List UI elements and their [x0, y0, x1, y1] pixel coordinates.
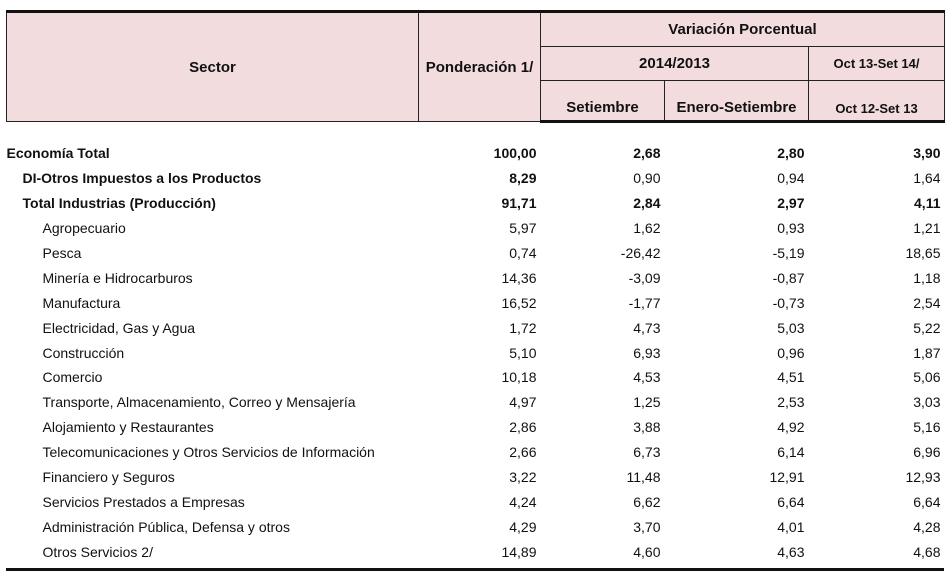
cell-setiembre: 2,84 — [633, 195, 661, 212]
header-ponderacion: Ponderación 1/ — [419, 12, 541, 122]
cell-setiembre: 1,25 — [633, 394, 661, 411]
sector-variation-table — [6, 10, 945, 564]
cell-ponderacion: 5,10 — [509, 344, 537, 361]
cell-enero-setiembre: -5,19 — [772, 245, 805, 261]
table-row — [7, 166, 945, 191]
cell-enero-setiembre: 2,53 — [777, 394, 805, 411]
cell-sector: Otros Servicios 2/ — [42, 543, 153, 560]
cell-ponderacion: 8,29 — [509, 170, 537, 187]
cell-sector: Comercio — [42, 369, 103, 386]
cell-enero-setiembre: -0,73 — [772, 294, 805, 311]
table-row — [7, 539, 945, 564]
table-row — [7, 290, 945, 315]
table-row — [7, 315, 945, 340]
cell-anual: 1,64 — [913, 170, 941, 187]
cell-setiembre: 3,70 — [633, 518, 661, 535]
cell-enero-setiembre: 2,97 — [777, 195, 805, 212]
table-row — [7, 340, 945, 365]
table-row — [7, 465, 945, 490]
header-oct-line1: Oct 13-Set 14/ — [809, 47, 945, 81]
cell-sector: Financiero y Seguros — [42, 469, 175, 486]
header-sector: Sector — [7, 12, 419, 122]
table-row — [7, 440, 945, 465]
cell-setiembre: 6,62 — [633, 493, 661, 510]
cell-enero-setiembre: 4,63 — [777, 543, 805, 560]
cell-anual: 4,68 — [913, 543, 941, 560]
table-body — [7, 122, 945, 565]
cell-setiembre: -3,09 — [628, 269, 661, 286]
cell-setiembre: 4,60 — [633, 543, 661, 560]
header-setiembre: Setiembre — [541, 81, 665, 122]
cell-setiembre: 0,90 — [633, 170, 661, 187]
cell-anual: 4,11 — [914, 195, 941, 212]
cell-enero-setiembre: 4,01 — [777, 518, 805, 535]
cell-anual: 1,21 — [913, 220, 941, 237]
cell-ponderacion: 5,97 — [509, 220, 537, 237]
cell-anual: 5,06 — [913, 369, 941, 386]
cell-anual: 5,22 — [913, 319, 941, 336]
cell-sector: Telecomunicaciones y Otros Servicios de Información — [42, 444, 375, 461]
table-row — [7, 415, 945, 440]
cell-enero-setiembre: 4,51 — [777, 369, 805, 386]
cell-enero-setiembre: 0,93 — [777, 220, 805, 237]
cell-anual: 6,64 — [913, 493, 941, 510]
cell-enero-setiembre: 5,03 — [777, 319, 805, 336]
cell-ponderacion: 4,24 — [509, 493, 537, 510]
cell-ponderacion: 3,22 — [509, 469, 537, 486]
table-row — [7, 191, 945, 216]
table-row — [7, 241, 945, 266]
cell-anual: 18,65 — [905, 245, 941, 261]
cell-setiembre: -1,77 — [628, 294, 661, 311]
cell-sector: Economía Total — [6, 145, 110, 162]
cell-anual: 2,54 — [913, 294, 941, 311]
table-row — [7, 141, 945, 166]
cell-setiembre: 4,53 — [633, 369, 661, 386]
table-row — [7, 489, 945, 514]
cell-anual: 6,96 — [913, 444, 941, 461]
cell-enero-setiembre: 6,14 — [777, 444, 805, 461]
cell-sector: Minería e Hidrocarburos — [42, 269, 193, 286]
cell-sector: Agropecuario — [42, 220, 126, 237]
cell-sector: Total Industrias (Producción) — [22, 195, 216, 212]
cell-ponderacion: 4,29 — [509, 518, 537, 535]
cell-anual: 5,16 — [913, 419, 941, 436]
table-row — [7, 514, 945, 539]
cell-setiembre: 2,68 — [633, 145, 661, 162]
cell-sector: Servicios Prestados a Empresas — [42, 493, 245, 510]
table-row — [7, 390, 945, 415]
cell-enero-setiembre: -0,87 — [772, 269, 805, 286]
table-spacer-row — [7, 122, 945, 142]
cell-setiembre: 11,48 — [626, 469, 661, 486]
cell-enero-setiembre: 6,64 — [777, 493, 805, 510]
table-row — [7, 216, 945, 241]
cell-ponderacion: 2,86 — [509, 419, 537, 436]
cell-anual: 12,93 — [905, 469, 941, 486]
cell-ponderacion: 10,18 — [501, 369, 537, 386]
cell-ponderacion: 100,00 — [493, 145, 537, 162]
cell-enero-setiembre: 4,92 — [777, 419, 805, 436]
bottom-rule — [6, 568, 944, 571]
cell-setiembre: 1,62 — [633, 220, 661, 237]
table-row — [7, 265, 945, 290]
cell-sector: Pesca — [42, 245, 82, 261]
sector-variation-table-container — [6, 10, 944, 564]
cell-enero-setiembre: 12,91 — [769, 469, 805, 486]
cell-setiembre: 3,88 — [633, 419, 661, 436]
cell-ponderacion: 14,89 — [501, 543, 537, 560]
header-oct-line2: Oct 12-Set 13 — [809, 81, 945, 122]
cell-sector: Alojamiento y Restaurantes — [42, 419, 214, 436]
cell-setiembre: 6,73 — [633, 444, 661, 461]
cell-ponderacion: 0,74 — [509, 245, 537, 261]
cell-setiembre: 4,73 — [633, 319, 661, 336]
table-header — [7, 12, 945, 122]
cell-sector: Construcción — [42, 344, 125, 361]
cell-ponderacion: 16,52 — [501, 294, 537, 311]
cell-ponderacion: 14,36 — [501, 269, 537, 286]
cell-anual: 4,28 — [913, 518, 941, 535]
cell-setiembre: -26,42 — [620, 245, 661, 261]
cell-setiembre: 6,93 — [633, 344, 661, 361]
cell-sector: Electricidad, Gas y Agua — [42, 319, 196, 336]
cell-sector: DI-Otros Impuestos a los Productos — [22, 170, 262, 187]
cell-ponderacion: 2,66 — [509, 444, 537, 461]
cell-ponderacion: 4,97 — [509, 394, 537, 411]
cell-sector: Manufactura — [42, 294, 121, 311]
cell-enero-setiembre: 2,80 — [777, 145, 805, 162]
cell-enero-setiembre: 0,96 — [777, 344, 805, 361]
cell-anual: 3,90 — [913, 145, 941, 162]
table-row — [7, 365, 945, 390]
cell-ponderacion: 91,71 — [501, 195, 537, 212]
cell-anual: 3,03 — [913, 394, 941, 411]
header-variacion-porcentual: Variación Porcentual — [541, 12, 945, 47]
cell-enero-setiembre: 0,94 — [777, 170, 805, 187]
cell-anual: 1,18 — [913, 269, 941, 286]
header-enero-setiembre: Enero-Setiembre — [665, 81, 809, 122]
cell-sector: Transporte, Almacenamiento, Correo y Mensajería — [42, 394, 356, 411]
header-period-2014-2013: 2014/2013 — [541, 47, 809, 81]
cell-anual: 1,87 — [913, 344, 941, 361]
cell-ponderacion: 1,72 — [509, 319, 537, 336]
cell-sector: Administración Pública, Defensa y otros — [42, 518, 290, 535]
